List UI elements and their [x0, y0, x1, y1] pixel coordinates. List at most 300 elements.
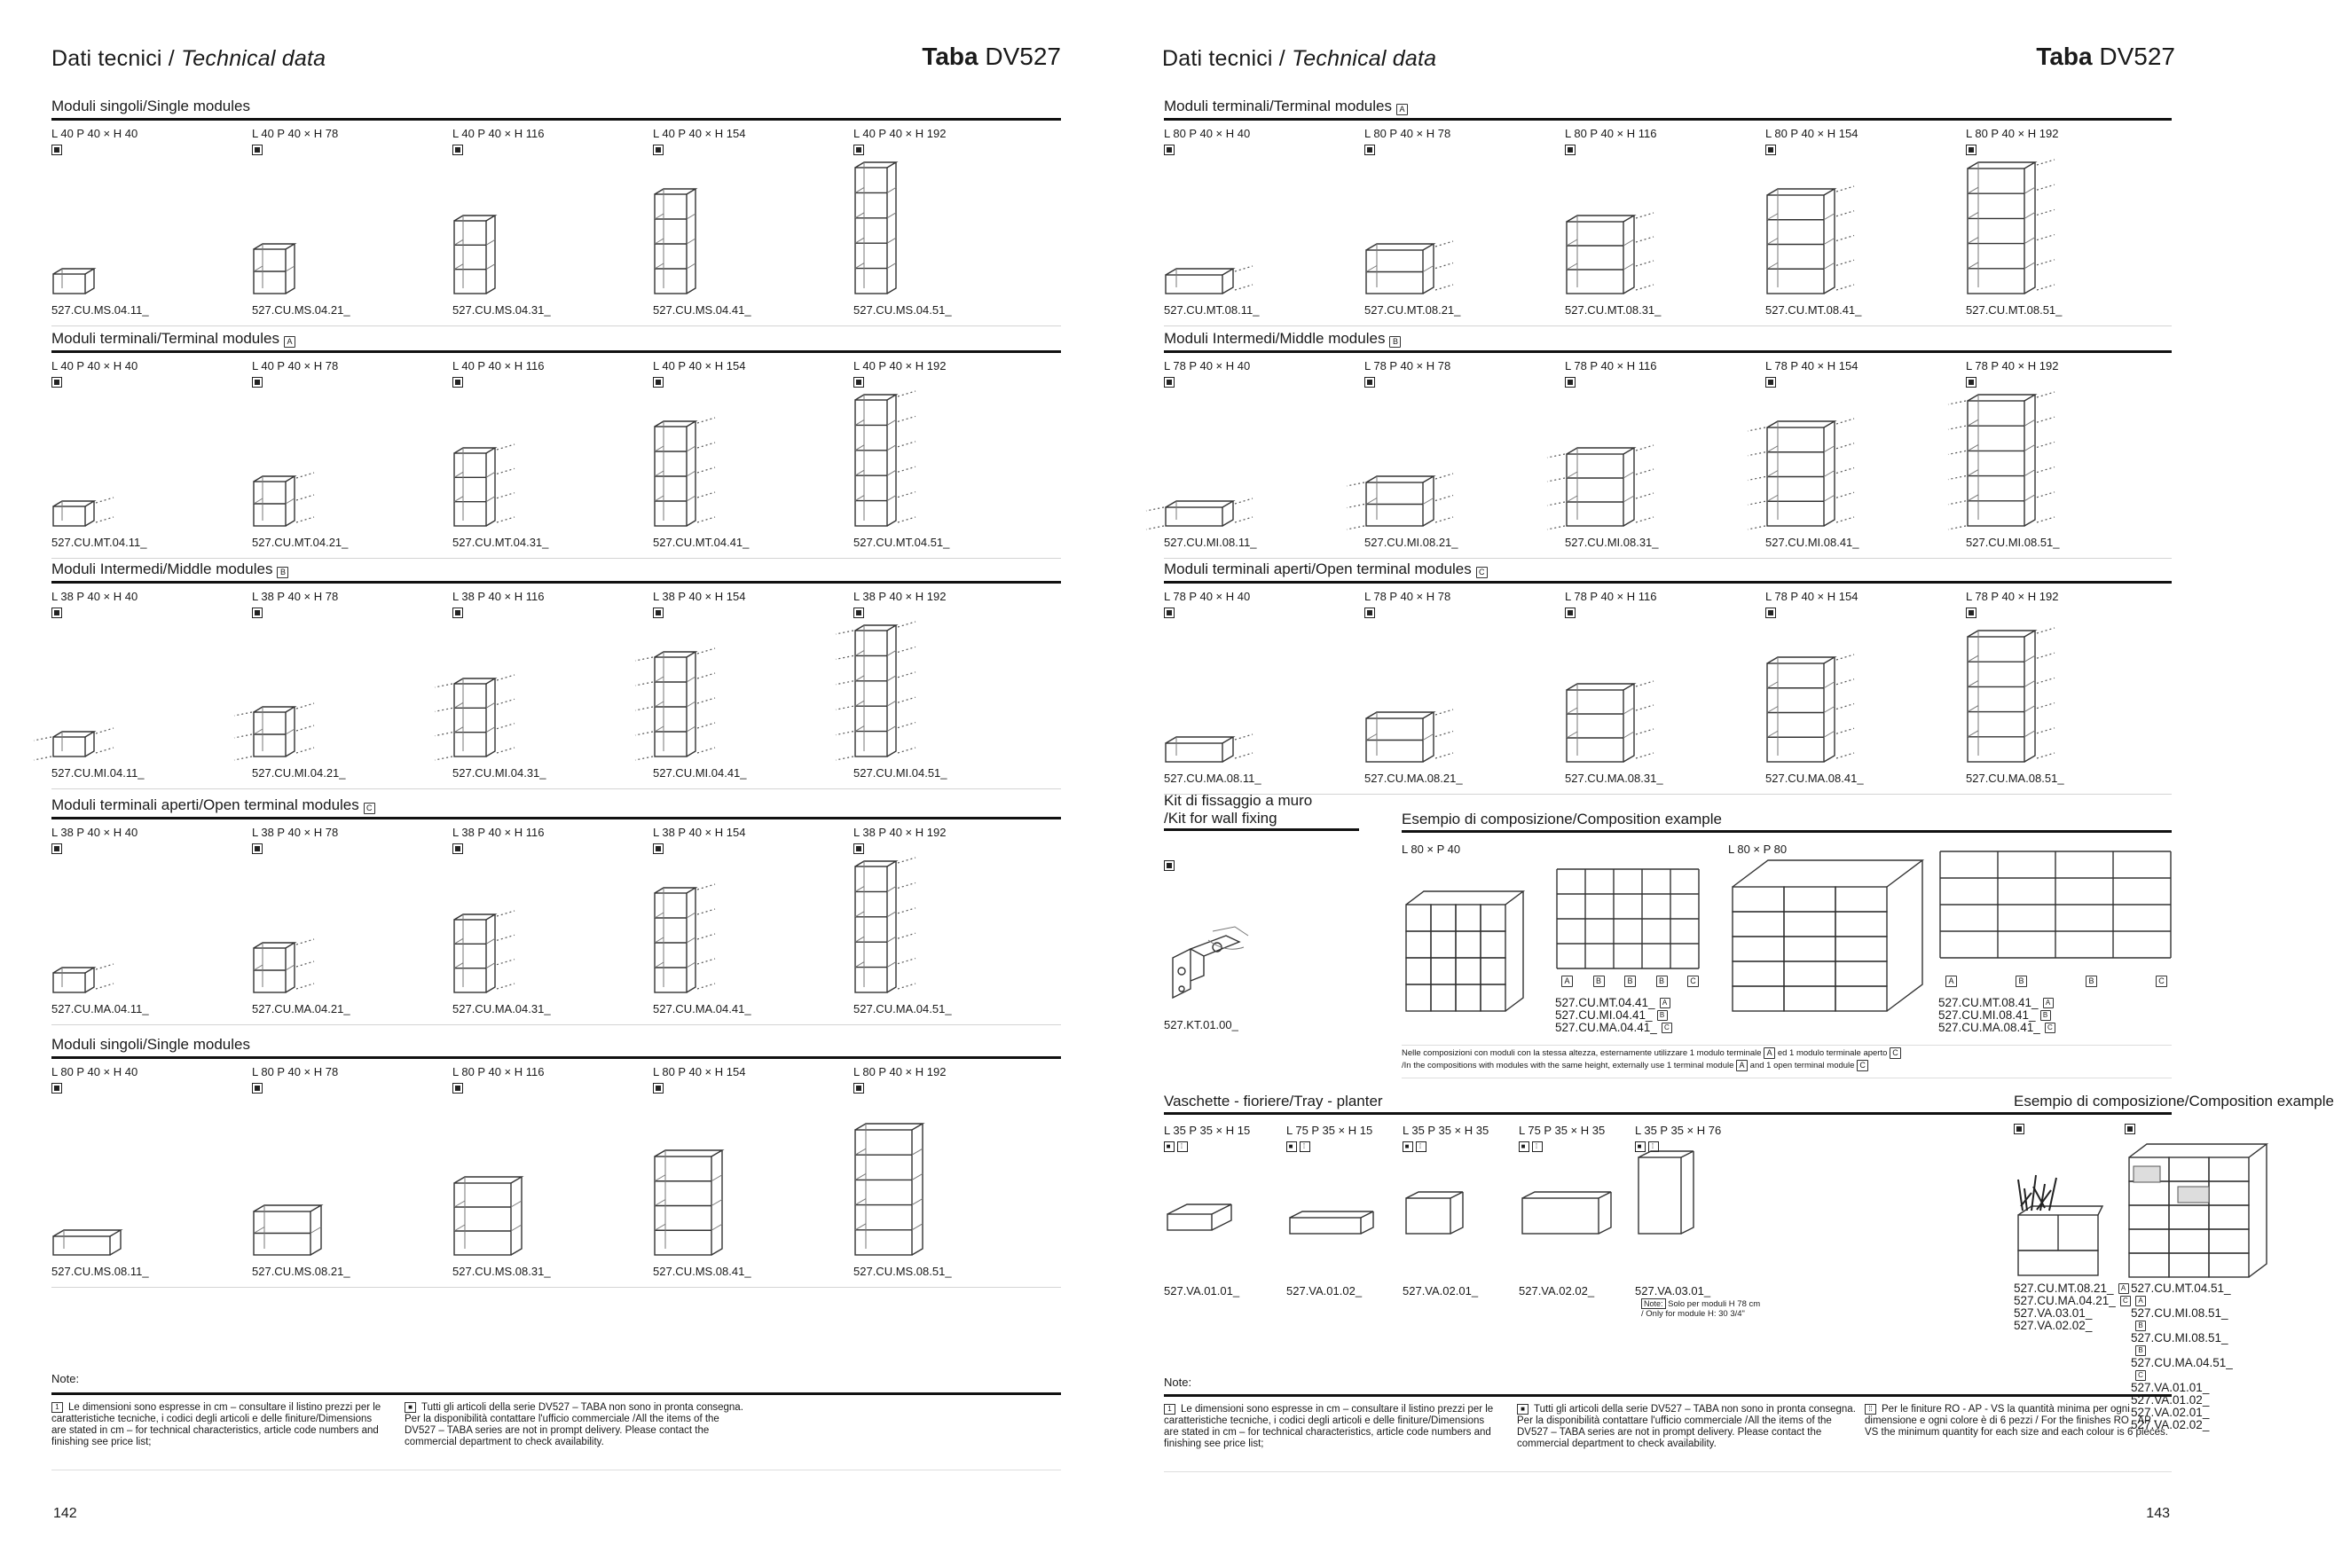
- module-drawing: [51, 1221, 144, 1257]
- module-cell: [51, 353, 251, 558]
- tray-cell: [1519, 1119, 1632, 1297]
- availability-icon: [252, 145, 263, 155]
- article-code: 527.CU.MS.08.21_: [252, 1265, 350, 1278]
- availability-icon: [1164, 608, 1175, 618]
- availability-icon: [1364, 145, 1375, 155]
- module-dimensions: L 40 P 40 × H 40: [51, 127, 138, 140]
- composition-note: Nelle composizioni con moduli con la stessa altezza, esternamente utilizzare 1 modulo terminale A ed 1 modulo terminale aperto C /In the compositions with modules with the same height, externally use 1 terminal module A and 1 open terminal module C: [1402, 1045, 2172, 1078]
- composition-grid-2: [1938, 847, 2173, 971]
- tray-dimensions: L 75 P 35 × H 35: [1519, 1124, 1606, 1137]
- article-code: 527.CU.MS.04.11_: [51, 303, 149, 317]
- module-cell: [1164, 584, 1363, 794]
- module-drawing: [452, 670, 520, 758]
- availability-icon: [1565, 608, 1576, 618]
- module-drawing: [653, 643, 720, 758]
- article-code: 527.CU.MI.04.21_: [252, 766, 346, 780]
- module-dimensions: L 78 P 40 × H 116: [1565, 590, 1657, 603]
- module-dimensions: L 40 P 40 × H 154: [653, 359, 746, 372]
- module-dimensions: L 78 P 40 × H 154: [1765, 359, 1859, 372]
- article-code: 527.CU.MT.04.21_: [252, 536, 349, 549]
- article-code: 527.CU.MS.04.21_: [252, 303, 350, 317]
- article-code: 527.CU.MA.08.11_: [1164, 772, 1261, 785]
- module-cell: [252, 121, 452, 325]
- module-dimensions: L 38 P 40 × H 116: [452, 590, 545, 603]
- module-dimensions: L 78 P 40 × H 154: [1765, 590, 1859, 603]
- module-drawing: [853, 386, 921, 528]
- module-cell: [452, 1059, 652, 1287]
- section-moduli-intermedi-middle-modules: [51, 562, 1061, 789]
- shelf-composition-figure: [2125, 1126, 2267, 1286]
- availability-icon: [51, 377, 62, 388]
- section-moduli-intermedi-middle-modules: [1164, 332, 2172, 559]
- module-cell: [1364, 121, 1564, 325]
- article-code: 527.CU.MT.04.41_ A: [1555, 997, 1672, 1009]
- module-drawing: [1565, 207, 1657, 295]
- module-dimensions: L 38 P 40 × H 78: [252, 590, 339, 603]
- module-dimensions: L 40 P 40 × H 78: [252, 127, 339, 140]
- kit-code: 527.KT.01.00_: [1164, 1018, 1238, 1031]
- module-drawing: [1164, 492, 1256, 528]
- notes-block: [1164, 1394, 2172, 1472]
- article-code: 527.CU.MI.08.41_: [1765, 536, 1859, 549]
- article-code: 527.VA.02.01_: [1403, 1284, 1479, 1298]
- article-code: 527.CU.MT.04.41_: [653, 536, 750, 549]
- module-drawing: [252, 934, 319, 994]
- availability-icon: [1364, 608, 1375, 618]
- module-cell: [653, 584, 853, 788]
- module-drawing: [853, 852, 921, 994]
- module-cell: [853, 1059, 1053, 1287]
- module-drawing: [653, 412, 720, 528]
- availability-icon: [51, 608, 62, 618]
- note-label: Note:: [1164, 1376, 1192, 1389]
- tray-cell: [1164, 1119, 1277, 1297]
- module-cell: [1966, 584, 2165, 794]
- module-cell: [1364, 584, 1564, 794]
- module-cell: [1765, 584, 1965, 794]
- module-cell: [51, 584, 251, 788]
- availability-icon: ■ ⁞: [1519, 1141, 1543, 1152]
- article-code: 527.CU.MA.08.41_: [1765, 772, 1864, 785]
- article-code: 527.CU.MS.08.31_: [452, 1265, 551, 1278]
- section-moduli-terminali-aperti-open-terminal-modules: [51, 798, 1061, 1025]
- right-page: [1109, 0, 2334, 1568]
- article-code: 527.CU.MA.04.41_: [653, 1002, 751, 1015]
- page-header: Dati tecnici / Technical data: [51, 46, 326, 71]
- availability-icon: ■ ⁞: [1164, 1141, 1188, 1152]
- composition-labels-1: [1561, 976, 1699, 987]
- availability-icon: ■ ⁞: [1635, 1141, 1659, 1152]
- article-code: 527.CU.MI.04.11_: [51, 766, 145, 780]
- module-type-badge: A: [1561, 976, 1573, 987]
- module-dimensions: L 38 P 40 × H 192: [853, 826, 947, 839]
- article-code: 527.CU.MT.04.51_A: [2131, 1282, 2231, 1305]
- module-dimensions: L 80 P 40 × H 154: [1765, 127, 1859, 140]
- kit-title: Kit di fissaggio a muro /Kit for wall fixing: [1164, 792, 1313, 827]
- availability-icon: [252, 843, 263, 854]
- module-dimensions: L 38 P 40 × H 40: [51, 826, 138, 839]
- availability-icon: [653, 377, 664, 388]
- section-title: Moduli terminali/Terminal modules A: [51, 332, 1061, 353]
- availability-icon: [1765, 608, 1776, 618]
- article-code: 527.CU.MT.08.31_: [1565, 303, 1662, 317]
- article-code: 527.CU.MS.04.41_: [653, 303, 751, 317]
- note-dimensions: 1 Le dimensioni sono espresse in cm – consultare il listino prezzi per le caratteristiche tecniche, i codici degli articoli e delle finiture/Dimensions are stated in cm – for technical characteristics, article code numbers and finishing see price list;: [51, 1402, 381, 1447]
- tray-cell: [1286, 1119, 1400, 1297]
- article-code: 527.CU.MI.08.41_ B: [1938, 1009, 2055, 1022]
- module-drawing: [1765, 648, 1858, 764]
- module-cell: [1164, 353, 1363, 558]
- module-dimensions: L 40 P 40 × H 40: [51, 359, 138, 372]
- module-dimensions: L 78 P 40 × H 40: [1164, 590, 1251, 603]
- composition-codes-2: [1938, 997, 2055, 1034]
- module-cell: [1966, 121, 2165, 325]
- module-cell: [252, 584, 452, 788]
- module-dimensions: L 78 P 40 × H 40: [1164, 359, 1251, 372]
- note-dimensions: 1 Le dimensioni sono espresse in cm – consultare il listino prezzi per le caratteristiche tecniche, i codici degli articoli e delle finiture/Dimensions are stated in cm – for technical characteristics, article code numbers and finishing see price list;: [1164, 1404, 1494, 1449]
- module-dimensions: L 40 P 40 × H 116: [452, 127, 545, 140]
- module-dimensions: L 78 P 40 × H 78: [1364, 359, 1451, 372]
- module-dimensions: L 78 P 40 × H 192: [1966, 359, 2059, 372]
- module-drawing: [452, 439, 520, 528]
- module-drawing: [252, 235, 319, 295]
- article-code: 527.VA.01.02_: [2131, 1393, 2210, 1407]
- module-drawing: [1164, 728, 1256, 764]
- article-code: 527.CU.MT.04.11_: [51, 536, 147, 549]
- module-drawing: [1966, 622, 2058, 764]
- module-drawing: [653, 879, 720, 994]
- availability-icon: [452, 1083, 463, 1094]
- module-cell: [653, 819, 853, 1024]
- module-dimensions: L 38 P 40 × H 154: [653, 590, 746, 603]
- module-cell: [1364, 353, 1564, 558]
- page-number: 142: [53, 1506, 77, 1521]
- module-drawing: [51, 260, 119, 295]
- section-moduli-terminali-aperti-open-terminal-modules: [1164, 562, 2172, 795]
- note-label: Note:: [51, 1372, 80, 1385]
- article-code: 527.CU.MT.08.21_ A: [2014, 1282, 2131, 1295]
- section-title: Moduli terminali aperti/Open terminal modules C: [51, 798, 1061, 819]
- module-cell: [252, 1059, 452, 1287]
- availability-icon: [452, 843, 463, 854]
- article-code: 527.CU.MT.08.41_ A: [1938, 997, 2055, 1009]
- module-cell: [853, 121, 1053, 325]
- module-drawing: [452, 906, 520, 994]
- article-code: 527.CU.MS.04.51_: [853, 303, 952, 317]
- composition-title: Esempio di composizione/Composition example: [1402, 811, 2172, 833]
- article-code: 527.VA.02.02_: [2131, 1418, 2210, 1431]
- article-code: 527.CU.MA.04.21_ C: [2014, 1295, 2131, 1307]
- module-dimensions: L 38 P 40 × H 192: [853, 590, 947, 603]
- module-drawing: [653, 1141, 745, 1257]
- section-title: Moduli singoli/Single modules: [51, 1038, 1061, 1059]
- module-cell: [653, 121, 853, 325]
- module-cell: [452, 584, 652, 788]
- note-availability: ■ Tutti gli articoli della serie DV527 – TABA non sono in pronta consegna. Per la disponibilità contattare l'ufficio commerciale /All the items of the DV527 – TABA series are not in prompt delivery. Please contact the commercial department to check availability.: [405, 1402, 743, 1447]
- module-dimensions: L 80 P 40 × H 40: [51, 1065, 138, 1078]
- module-type-badge: C: [1687, 976, 1699, 987]
- module-drawing: [1765, 412, 1858, 528]
- availability-icon: [1765, 377, 1776, 388]
- tray-note: Note: Solo per moduli H 78 cm / Only for module H: 30 3/4": [1641, 1299, 1761, 1319]
- tray-dimensions: L 75 P 35 × H 15: [1286, 1124, 1373, 1137]
- article-code: 527.CU.MI.08.51_B: [2131, 1331, 2228, 1355]
- section-moduli-singoli-single-modules: [51, 1038, 1061, 1288]
- article-code: 527.VA.01.01_: [2131, 1381, 2210, 1394]
- article-code: 527.CU.MT.04.51_: [853, 536, 950, 549]
- availability-icon: [1164, 377, 1175, 388]
- availability-icon: [252, 608, 263, 618]
- module-drawing: [1966, 386, 2058, 528]
- availability-icon: [1966, 608, 1976, 618]
- availability-icon: [252, 377, 263, 388]
- article-code: 527.CU.MA.04.31_: [452, 1002, 551, 1015]
- module-type-badge: A: [1945, 976, 1957, 987]
- article-code: 527.VA.02.01_: [2131, 1406, 2210, 1419]
- tray-drawing: [1166, 1203, 1235, 1243]
- module-dimensions: L 80 P 40 × H 154: [653, 1065, 746, 1078]
- article-code: 527.CU.MI.04.31_: [452, 766, 546, 780]
- module-type-badge: B: [1624, 976, 1636, 987]
- availability-icon: [653, 608, 664, 618]
- module-dimensions: L 80 P 40 × H 116: [452, 1065, 545, 1078]
- module-dimensions: L 38 P 40 × H 116: [452, 826, 545, 839]
- module-dimensions: L 78 P 40 × H 192: [1966, 590, 2059, 603]
- tray-dimensions: L 35 P 35 × H 76: [1635, 1124, 1722, 1137]
- availability-icon: ■ ⁞: [1286, 1141, 1310, 1152]
- tray-drawing: [1288, 1210, 1377, 1243]
- module-drawing: [252, 1196, 344, 1257]
- notes-block: [51, 1392, 1061, 1470]
- page-header: Dati tecnici / Technical data: [1162, 46, 1437, 71]
- composition-dim-1: L 80 × P 40: [1402, 843, 1461, 856]
- article-code: 527.CU.MT.08.11_: [1164, 303, 1260, 317]
- module-drawing: [452, 207, 520, 295]
- availability-icon: [653, 145, 664, 155]
- left-page: [0, 0, 1109, 1568]
- module-cell: [1164, 121, 1363, 325]
- module-drawing: [1565, 675, 1657, 764]
- article-code: 527.CU.MA.04.41_ C: [1555, 1022, 1672, 1034]
- article-code: 527.CU.MT.08.51_: [1966, 303, 2063, 317]
- article-code: 527.CU.MA.08.31_: [1565, 772, 1663, 785]
- section-title: Moduli terminali aperti/Open terminal modules C: [1164, 562, 2172, 584]
- article-code: 527.CU.MI.08.21_: [1364, 536, 1458, 549]
- note-finishes: ⁞⁞ Per le finiture RO - AP - VS la quantità minima per ogni dimensione e ogni colore è di 6 pezzi / For the finishes RO - AP - VS the minimum quantity for each size and each colour is 6 pieces.: [1865, 1404, 2168, 1438]
- module-dimensions: L 80 P 40 × H 40: [1164, 127, 1251, 140]
- module-drawing: [51, 492, 119, 528]
- module-cell: [51, 121, 251, 325]
- module-cell: [252, 819, 452, 1024]
- availability-icon: [1765, 145, 1776, 155]
- article-code: 527.CU.MI.04.41_: [653, 766, 747, 780]
- article-code: 527.VA.02.02_: [2014, 1319, 2093, 1332]
- module-dimensions: L 40 P 40 × H 116: [452, 359, 545, 372]
- composition-figure-2: [1728, 851, 1906, 1020]
- module-drawing: [853, 616, 921, 758]
- module-drawing: [1164, 260, 1256, 295]
- module-dimensions: L 78 P 40 × H 116: [1565, 359, 1657, 372]
- module-dimensions: L 80 P 40 × H 78: [252, 1065, 339, 1078]
- module-cell: [452, 121, 652, 325]
- module-cell: [452, 819, 652, 1024]
- article-code: 527.CU.MA.04.11_: [51, 1002, 149, 1015]
- composition-codes-1: [1555, 997, 1672, 1034]
- module-type-badge: A: [284, 336, 295, 348]
- article-code: 527.CU.MI.08.51_: [1966, 536, 2060, 549]
- module-dimensions: L 40 P 40 × H 192: [853, 127, 947, 140]
- section-moduli-terminali-terminal-modules: [1164, 99, 2172, 326]
- module-cell: [51, 1059, 251, 1287]
- module-type-badge: B: [1656, 976, 1668, 987]
- module-drawing: [252, 698, 319, 758]
- availability-icon: [452, 145, 463, 155]
- article-code: 527.CU.MA.08.21_: [1364, 772, 1463, 785]
- module-type-badge: B: [2086, 976, 2097, 987]
- availability-icon: [1164, 860, 1175, 871]
- module-type-badge: C: [2156, 976, 2167, 987]
- module-drawing: [452, 1168, 545, 1257]
- article-code: 527.CU.MI.08.11_: [1164, 536, 1257, 549]
- availability-icon: [51, 1083, 62, 1094]
- module-cell: [853, 353, 1053, 558]
- article-code: 527.CU.MI.08.31_: [1565, 536, 1659, 549]
- section-title: Moduli singoli/Single modules: [51, 99, 1061, 121]
- availability-icon: [653, 1083, 664, 1094]
- availability-icon: [2014, 1124, 2024, 1134]
- module-cell: [653, 1059, 853, 1287]
- article-code: 527.CU.MI.08.51_B: [2131, 1306, 2228, 1330]
- module-drawing: [1364, 467, 1457, 528]
- module-cell: [653, 353, 853, 558]
- module-dimensions: L 38 P 40 × H 78: [252, 826, 339, 839]
- tray-drawing: [1521, 1190, 1615, 1243]
- availability-icon: ■ ⁞: [1403, 1141, 1426, 1152]
- article-code: 527.CU.MA.04.51_C: [2131, 1356, 2233, 1380]
- module-cell: [1765, 121, 1965, 325]
- module-cell: [1565, 584, 1764, 794]
- availability-icon: [51, 843, 62, 854]
- module-drawing: [1364, 703, 1457, 764]
- module-drawing: [51, 959, 119, 994]
- article-code: 527.CU.MT.04.31_: [452, 536, 549, 549]
- section-moduli-singoli-single-modules: [51, 99, 1061, 326]
- article-code: 527.VA.01.01_: [1164, 1284, 1240, 1298]
- planter-composition-figure: [2014, 1171, 2102, 1277]
- article-code: 527.CU.MA.08.51_: [1966, 772, 2064, 785]
- tray-cell: [1635, 1119, 1749, 1297]
- module-drawing: [1565, 439, 1657, 528]
- module-dimensions: L 80 P 40 × H 192: [853, 1065, 947, 1078]
- composition-grid-1: [1555, 865, 1701, 971]
- availability-icon: [252, 1083, 263, 1094]
- module-cell: [1565, 121, 1764, 325]
- module-dimensions: L 38 P 40 × H 154: [653, 826, 746, 839]
- kit-rule: [1164, 828, 1359, 831]
- availability-icon: [1164, 145, 1175, 155]
- availability-icon: [51, 145, 62, 155]
- module-type-badge: B: [2016, 976, 2027, 987]
- module-dimensions: L 80 P 40 × H 78: [1364, 127, 1451, 140]
- module-dimensions: L 38 P 40 × H 40: [51, 590, 138, 603]
- article-code: 527.VA.02.02_: [1519, 1284, 1595, 1298]
- tray-composition-codes-1: [2014, 1282, 2131, 1332]
- tray-composition-title: Esempio di composizione/Composition example: [1810, 1093, 2172, 1115]
- section-title: Moduli Intermedi/Middle modules B: [1164, 332, 2172, 353]
- note-availability: ■ Tutti gli articoli della serie DV527 – TABA non sono in pronta consegna. Per la disponibilità contattare l'ufficio commerciale /All the items of the DV527 – TABA series are not in prompt delivery. Please contact the commercial department to check availability.: [1517, 1404, 1856, 1449]
- module-type-badge: B: [1389, 336, 1401, 348]
- article-code: 527.CU.MI.04.41_ B: [1555, 1009, 1672, 1022]
- article-code: 527.CU.MS.04.31_: [452, 303, 551, 317]
- article-code: 527.CU.MT.08.41_: [1765, 303, 1862, 317]
- article-code: 527.CU.MS.08.41_: [653, 1265, 751, 1278]
- module-cell: [1966, 353, 2165, 558]
- module-type-badge: B: [277, 567, 288, 578]
- tray-cell: [1403, 1119, 1516, 1297]
- module-cell: [51, 819, 251, 1024]
- module-cell: [853, 584, 1053, 788]
- module-cell: [252, 353, 452, 558]
- module-drawing: [252, 467, 319, 528]
- module-drawing: [51, 723, 119, 758]
- article-code: 527.VA.03.01_: [2014, 1306, 2093, 1320]
- module-dimensions: L 40 P 40 × H 192: [853, 359, 947, 372]
- module-drawing: [853, 1115, 946, 1257]
- module-cell: [853, 819, 1053, 1024]
- article-code: 527.CU.MT.08.21_: [1364, 303, 1461, 317]
- brand-title: Taba DV527: [922, 43, 1061, 70]
- module-type-badge: C: [1476, 567, 1488, 578]
- module-cell: [452, 353, 652, 558]
- section-title: Moduli terminali/Terminal modules A: [1164, 99, 2172, 121]
- page-number: 143: [2146, 1506, 2170, 1521]
- module-dimensions: L 80 P 40 × H 192: [1966, 127, 2059, 140]
- section-moduli-terminali-terminal-modules: [51, 332, 1061, 559]
- article-code: 527.VA.01.02_: [1286, 1284, 1363, 1298]
- module-drawing: [653, 180, 720, 295]
- availability-icon: [452, 608, 463, 618]
- trays-title: Vaschette - fioriere/Tray - planter: [1164, 1093, 1835, 1115]
- tray-dimensions: L 35 P 35 × H 35: [1403, 1124, 1489, 1137]
- module-dimensions: L 80 P 40 × H 116: [1565, 127, 1657, 140]
- module-drawing: [1765, 180, 1858, 295]
- availability-icon: [452, 377, 463, 388]
- article-code: 527.CU.MI.04.51_: [853, 766, 947, 780]
- module-dimensions: L 40 P 40 × H 154: [653, 127, 746, 140]
- article-code: 527.VA.03.01_: [1635, 1284, 1711, 1298]
- article-code: 527.CU.MA.04.21_: [252, 1002, 350, 1015]
- module-drawing: [1364, 235, 1457, 295]
- article-code: 527.CU.MA.08.41_ C: [1938, 1022, 2055, 1034]
- availability-icon: [1364, 377, 1375, 388]
- availability-icon: [853, 1083, 864, 1094]
- module-dimensions: L 40 P 40 × H 78: [252, 359, 339, 372]
- wall-bracket-figure: [1164, 922, 1261, 1002]
- tray-drawing: [1404, 1190, 1466, 1243]
- article-code: 527.CU.MA.04.51_: [853, 1002, 952, 1015]
- module-drawing: [1966, 153, 2058, 295]
- composition-figure-1: [1402, 882, 1526, 1024]
- section-title: Moduli Intermedi/Middle modules B: [51, 562, 1061, 584]
- availability-icon: [1565, 145, 1576, 155]
- availability-icon: [653, 843, 664, 854]
- module-drawing: [853, 153, 921, 295]
- composition-labels-2: [1945, 976, 2167, 987]
- availability-icon: [1565, 377, 1576, 388]
- article-code: 527.CU.MS.08.51_: [853, 1265, 952, 1278]
- brand-title: Taba DV527: [2036, 43, 2175, 70]
- module-dimensions: L 78 P 40 × H 78: [1364, 590, 1451, 603]
